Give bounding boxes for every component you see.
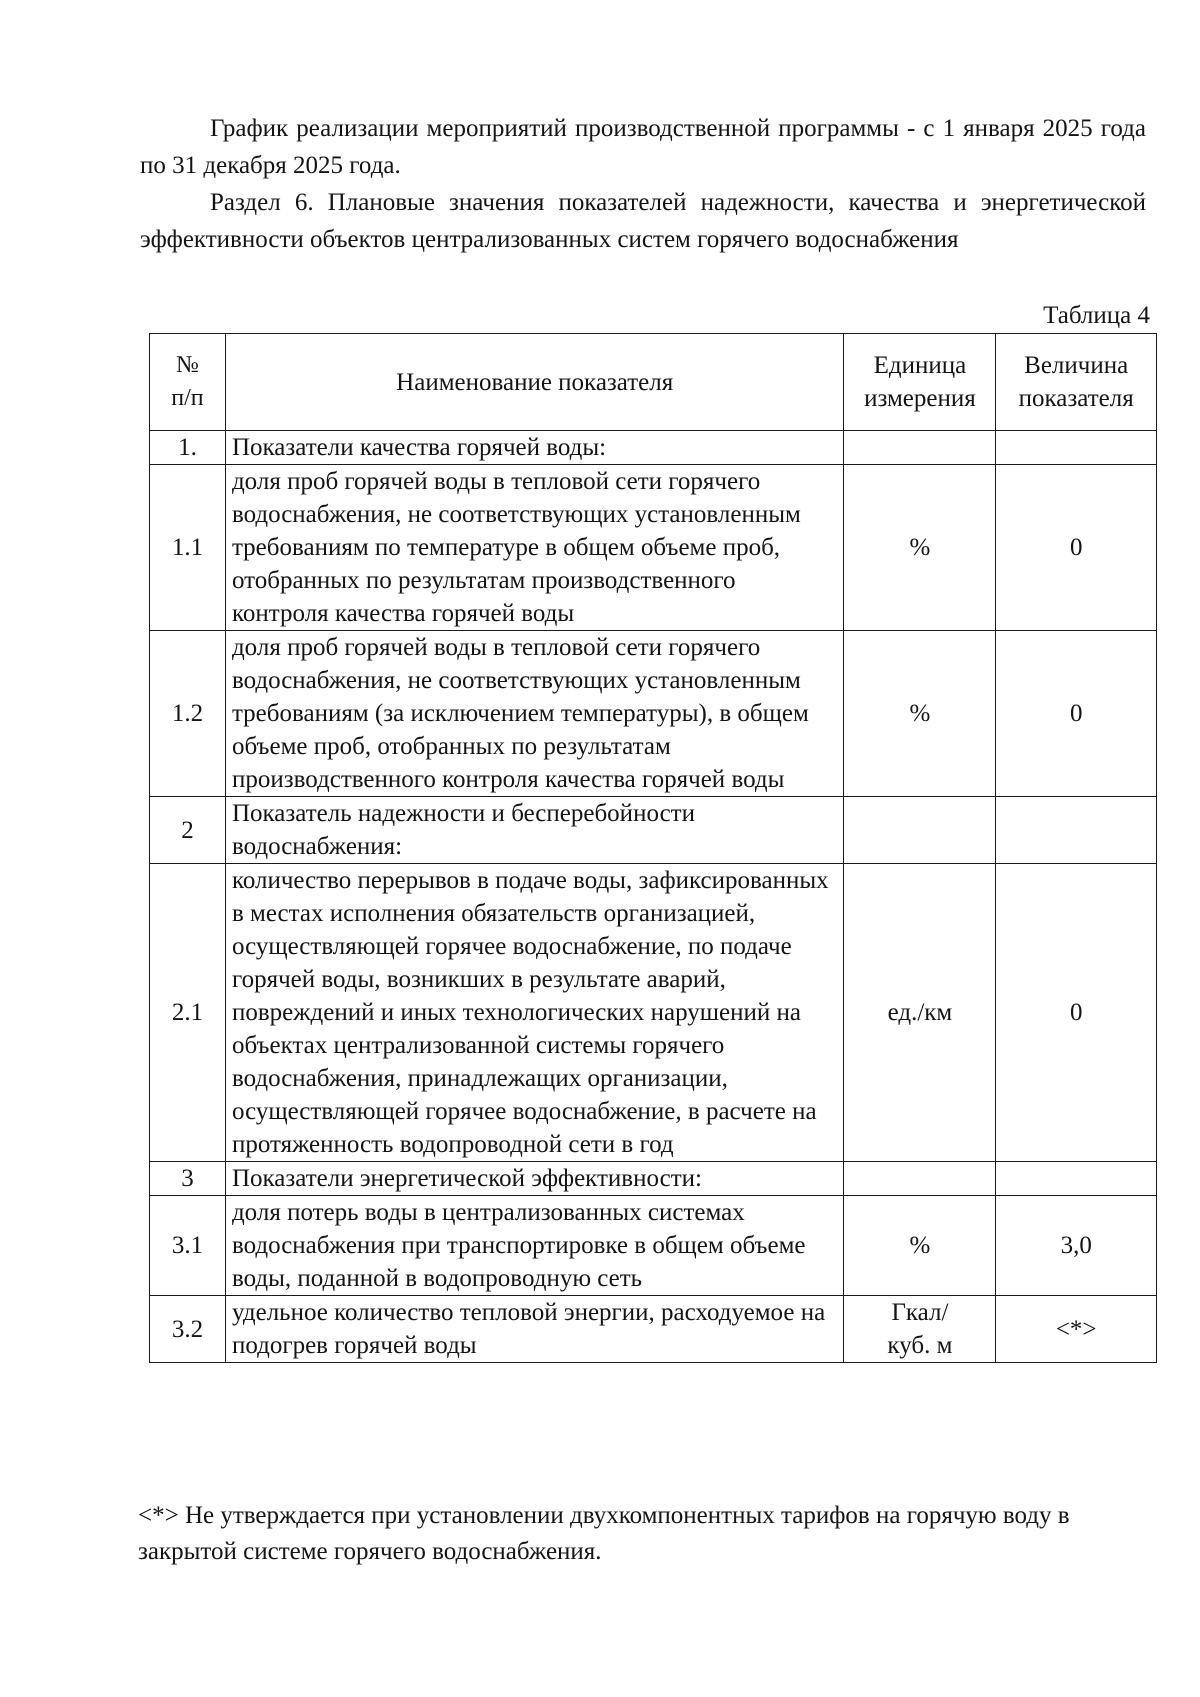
header-unit bbox=[844, 334, 996, 431]
row-unit: % bbox=[844, 631, 996, 797]
row-unit-line2: куб. м bbox=[887, 1332, 953, 1359]
row-unit bbox=[844, 431, 996, 465]
row-value bbox=[996, 1162, 1157, 1196]
table-row bbox=[150, 1162, 1157, 1196]
table-row bbox=[150, 864, 1157, 1162]
table-row bbox=[150, 631, 1157, 797]
row-name: доля проб горячей воды в тепловой сети горячего водоснабжения, не соответствующих установленным требованиям по температуре в общем объеме проб, отобранных по результатам производственного контроля качества горячей воды bbox=[225, 465, 844, 631]
table-header-row bbox=[150, 334, 1157, 431]
row-value: 3,0 bbox=[996, 1196, 1157, 1296]
row-unit: ед./км bbox=[844, 864, 996, 1162]
row-unit bbox=[844, 1162, 996, 1196]
row-num: 3.2 bbox=[150, 1296, 226, 1363]
row-value: <*> bbox=[996, 1296, 1157, 1363]
row-num: 1.1 bbox=[150, 465, 226, 631]
row-unit-line1: Гкал/ bbox=[891, 1299, 949, 1326]
indicators-table bbox=[149, 333, 1157, 1363]
row-name: количество перерывов в подаче воды, зафиксированных в местах исполнения обязательств организацией, осуществляющей горячее водоснабжение, по подаче горячей воды, возникших в результате аварий, повреждений и иных технологических нарушений на объектах централизованной системы горячего водоснабжения, принадлежащих организации, осуществляющей горячее водоснабжение, в расчете на протяженность водопроводной сети в год bbox=[225, 864, 844, 1162]
row-unit: % bbox=[844, 1196, 996, 1296]
header-name: Наименование показателя bbox=[225, 334, 844, 431]
table-row bbox=[150, 1196, 1157, 1296]
schedule-paragraph: График реализации мероприятий производственной программы - с 1 января 2025 года по 31 декабря 2025 года. bbox=[140, 115, 1146, 179]
row-value bbox=[996, 797, 1157, 864]
table-row bbox=[150, 431, 1157, 465]
table-caption: Таблица 4 bbox=[1043, 302, 1150, 329]
table-row bbox=[150, 797, 1157, 864]
row-value: 0 bbox=[996, 864, 1157, 1162]
header-num-line2: п/п bbox=[171, 385, 204, 411]
footnote: <*> Не утверждается при установлении двухкомпонентных тарифов на горячую воду в закрытой системе горячего водоснабжения. bbox=[138, 1502, 1070, 1565]
header-num-line1: № bbox=[176, 352, 199, 378]
row-unit: % bbox=[844, 465, 996, 631]
row-name: Показатель надежности и бесперебойности водоснабжения: bbox=[225, 797, 844, 864]
header-value-line1: Величина bbox=[1024, 352, 1129, 379]
row-num: 2 bbox=[150, 797, 226, 864]
table-row bbox=[150, 1296, 1157, 1363]
header-num bbox=[150, 334, 226, 431]
row-name: доля проб горячей воды в тепловой сети горячего водоснабжения, не соответствующих установленным требованиям (за исключением температуры), в общем объеме проб, отобранных по результатам производственного контроля качества горячей воды bbox=[225, 631, 844, 797]
row-num: 1. bbox=[150, 431, 226, 465]
row-unit bbox=[844, 1296, 996, 1363]
row-name: Показатели энергетической эффективности: bbox=[225, 1162, 844, 1196]
row-num: 1.2 bbox=[150, 631, 226, 797]
row-value bbox=[996, 431, 1157, 465]
section-title: Раздел 6. Плановые значения показателей надежности, качества и энергетической эффективности объектов централизованных систем горячего водоснабжения bbox=[140, 189, 1146, 253]
row-name: Показатели качества горячей воды: bbox=[225, 431, 844, 465]
header-unit-line2: измерения bbox=[864, 385, 976, 412]
header-value-line2: показателя bbox=[1018, 385, 1134, 412]
row-num: 3.1 bbox=[150, 1196, 226, 1296]
row-value: 0 bbox=[996, 631, 1157, 797]
row-unit bbox=[844, 797, 996, 864]
row-num: 3 bbox=[150, 1162, 226, 1196]
row-name: удельное количество тепловой энергии, расходуемое на подогрев горячей воды bbox=[225, 1296, 844, 1363]
table-row bbox=[150, 465, 1157, 631]
row-num: 2.1 bbox=[150, 864, 226, 1162]
header-value bbox=[996, 334, 1157, 431]
row-name: доля потерь воды в централизованных системах водоснабжения при транспортировке в общем объеме воды, поданной в водопроводную сеть bbox=[225, 1196, 844, 1296]
row-value: 0 bbox=[996, 465, 1157, 631]
header-unit-line1: Единица bbox=[873, 352, 967, 379]
